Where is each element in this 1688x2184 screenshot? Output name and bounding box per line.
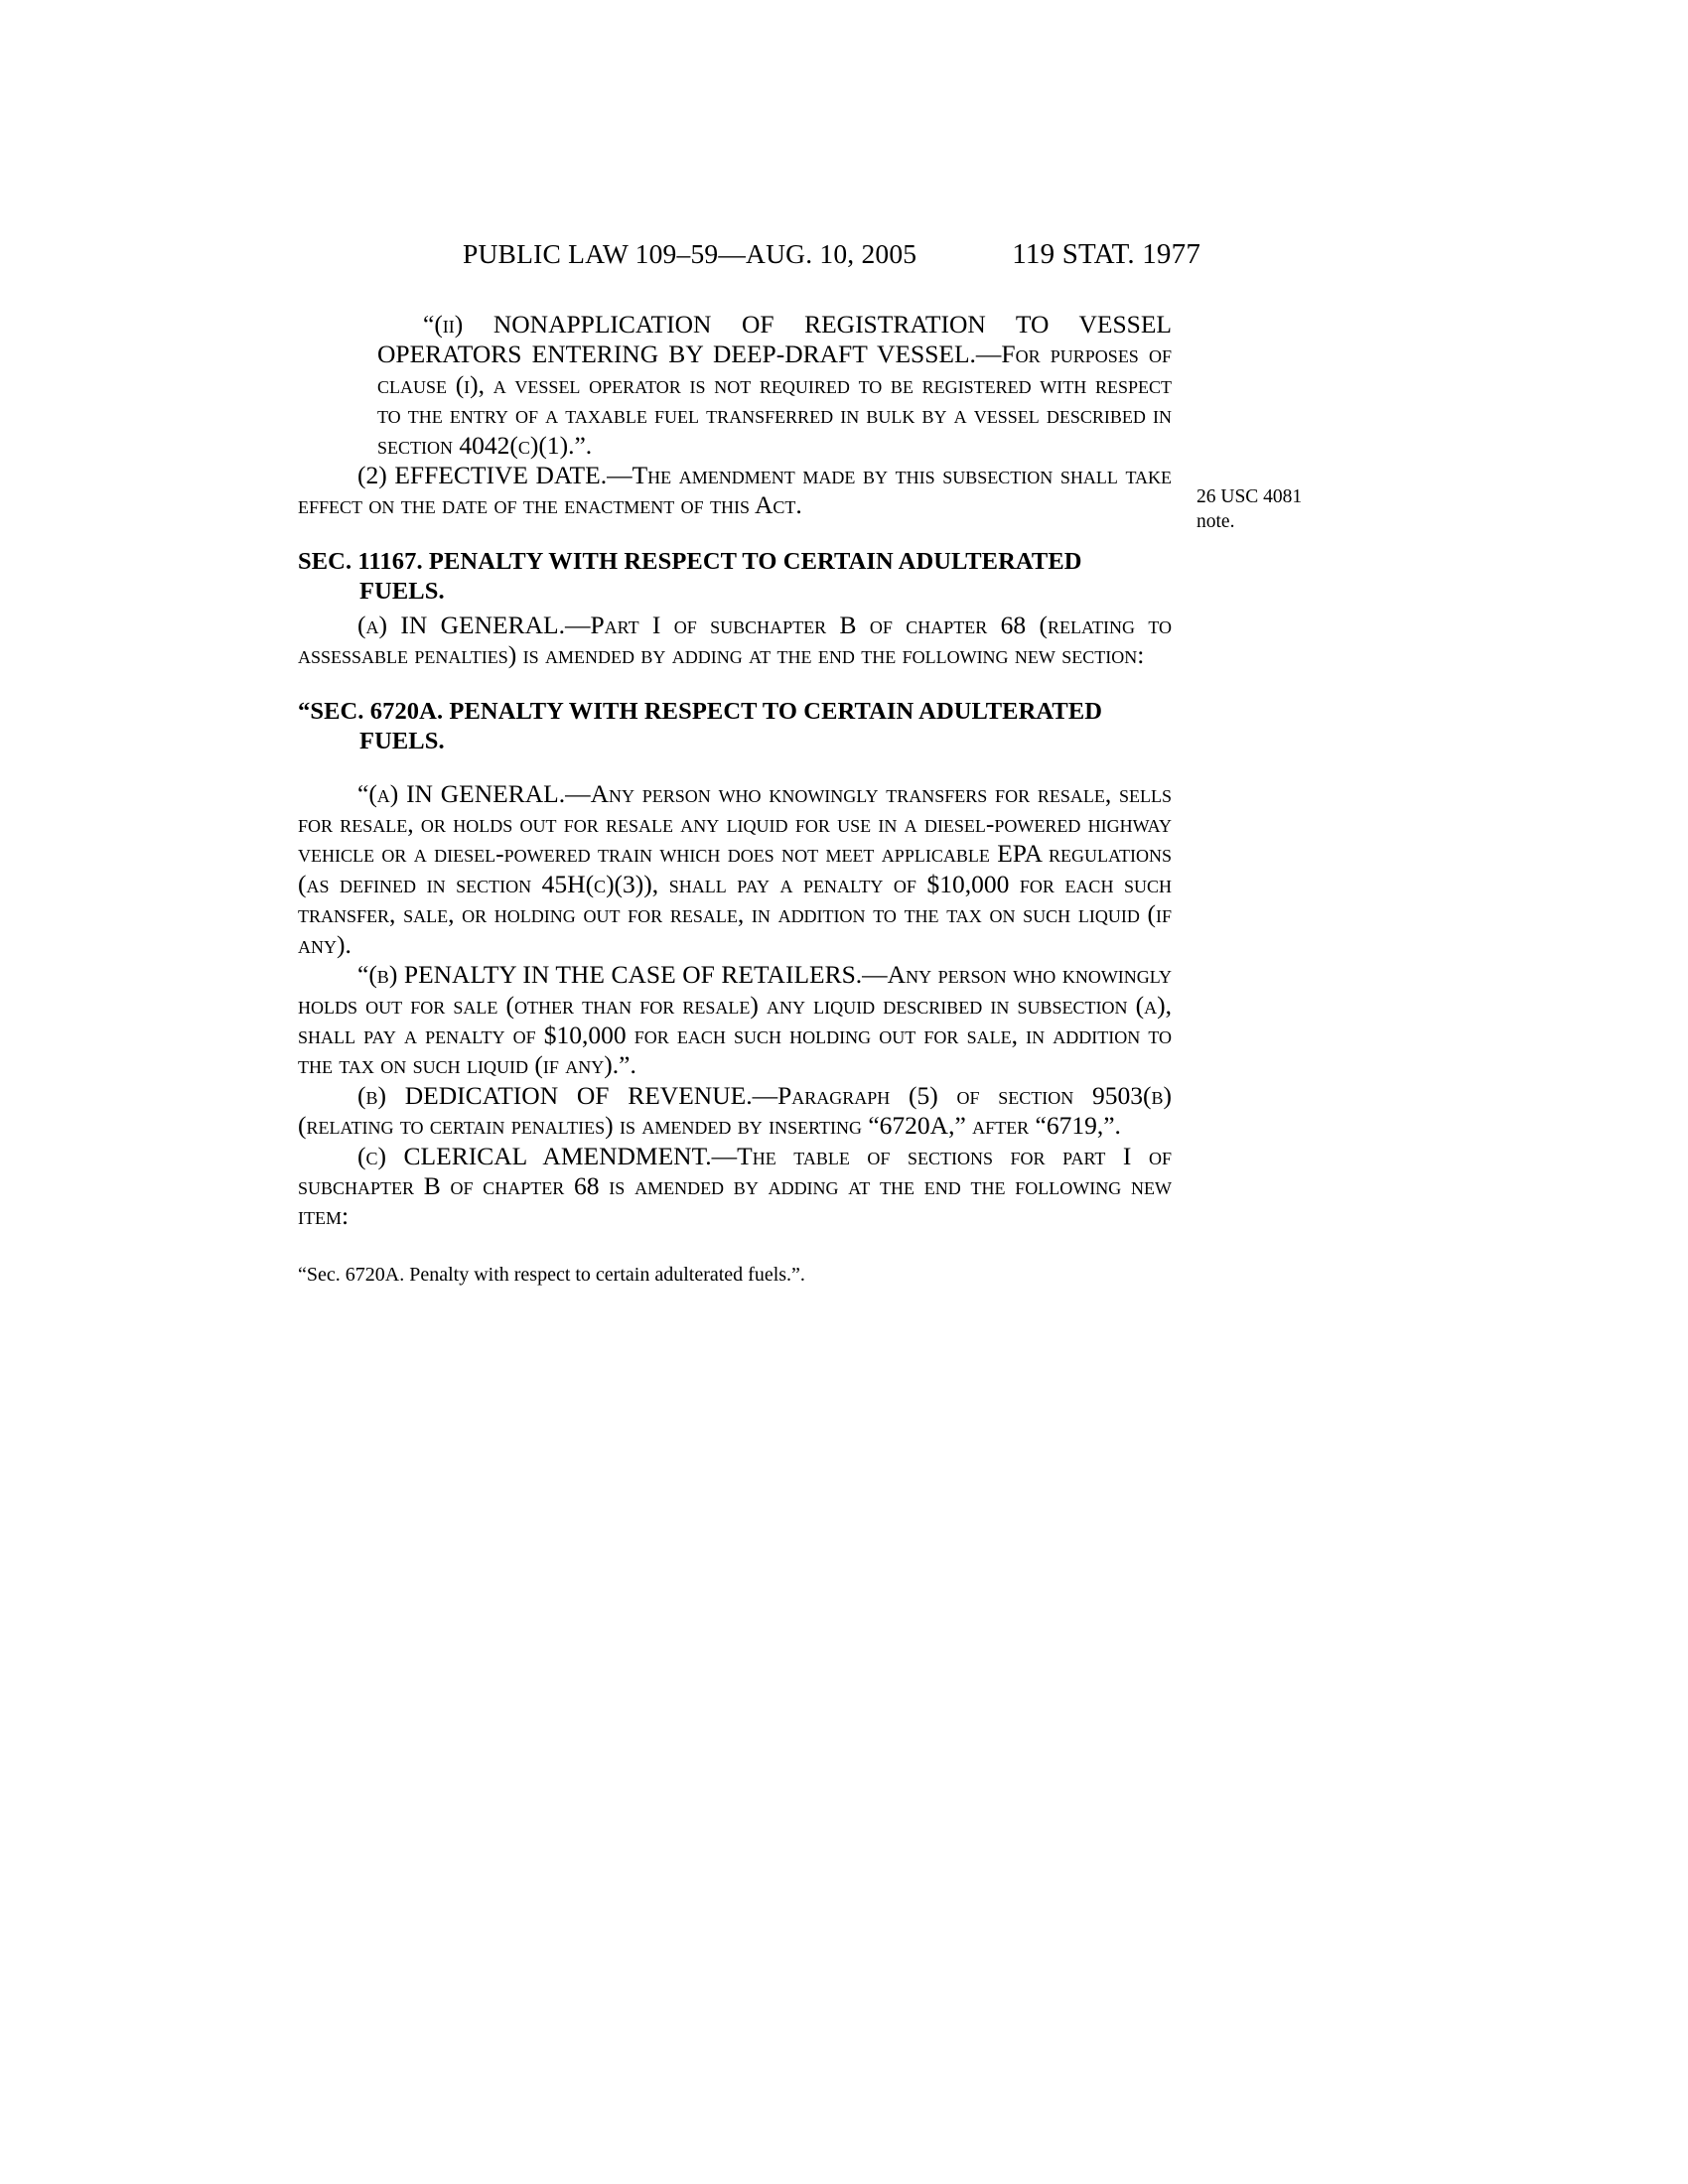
running-head-stat-page: 119 STAT. 1977 [1012, 238, 1201, 270]
paragraph-effective-date: (2) EFFECTIVE DATE.—The amendment made by this subsection shall take effect on the date of the enactment of this Act. [298, 461, 1172, 520]
paragraph-subsection-a: (a) IN GENERAL.—Part I of subchapter B of chapter 68 (relating to assessable penalties) is amended by adding at the end the following new section: [298, 610, 1172, 670]
running-head-public-law: PUBLIC LAW 109–59—AUG. 10, 2005 [463, 238, 917, 269]
running-head [463, 238, 1386, 271]
heading-sec-11167-line-1: SEC. 11167. PENALTY WITH RESPECT TO CERTAIN ADULTERATED [298, 547, 1082, 575]
heading-sec-6720a-line-2: FUELS. [359, 727, 445, 754]
paragraph-clause-ii: “(ii) NONAPPLICATION OF REGISTRATION TO VESSEL OPERATORS ENTERING BY DEEP-DRAFT VESSEL.—For purposes of clause (i), a vessel operator is not required to be registered with respect to the entry of a taxable fuel transferred in bulk by a vessel described in section 4042(c)(1).”. [377, 310, 1172, 460]
table-of-sections-item: “Sec. 6720A. Penalty with respect to certain adulterated fuels.”. [298, 1263, 805, 1286]
marginal-side-note [1196, 484, 1375, 534]
main-text-column [298, 310, 1172, 1288]
side-note-line-1: 26 USC 4081 [1196, 486, 1303, 507]
heading-sec-11167-line-2: FUELS. [359, 577, 445, 605]
paragraph-subsection-b: (b) DEDICATION OF REVENUE.—Paragraph (5) of section 9503(b) (relating to certain penalties) is amended by inserting “6720A,” after “6719,”. [298, 1080, 1172, 1141]
side-note-line-2: note. [1196, 511, 1235, 532]
heading-sec-6720a [298, 697, 1172, 756]
heading-sec-11167 [298, 547, 1172, 607]
heading-sec-6720a-line-1: “SEC. 6720A. PENALTY WITH RESPECT TO CERTAIN ADULTERATED [298, 697, 1103, 725]
paragraph-subsection-c: (c) CLERICAL AMENDMENT.—The table of sections for part I of subchapter B of chapter 68 is amended by adding at the end the following new item: [298, 1141, 1172, 1231]
paragraph-quoted-subsection-a: “(a) IN GENERAL.—Any person who knowingly transfers for resale, sells for resale, or holds out for resale any liquid for use in a diesel-powered highway vehicle or a diesel-powered train which does not meet applicable EPA regulations (as defined in section 45H(c)(3)), shall pay a penalty of $10,000 for each such transfer, sale, or holding out for resale, in addition to the tax on such liquid (if any). [298, 778, 1172, 959]
paragraph-quoted-subsection-b: “(b) PENALTY IN THE CASE OF RETAILERS.—Any person who knowingly holds out for sale (other than for resale) any liquid described in subsection (a), shall pay a penalty of $10,000 for each such holding out for sale, in addition to the tax on such liquid (if any).”. [298, 960, 1172, 1080]
